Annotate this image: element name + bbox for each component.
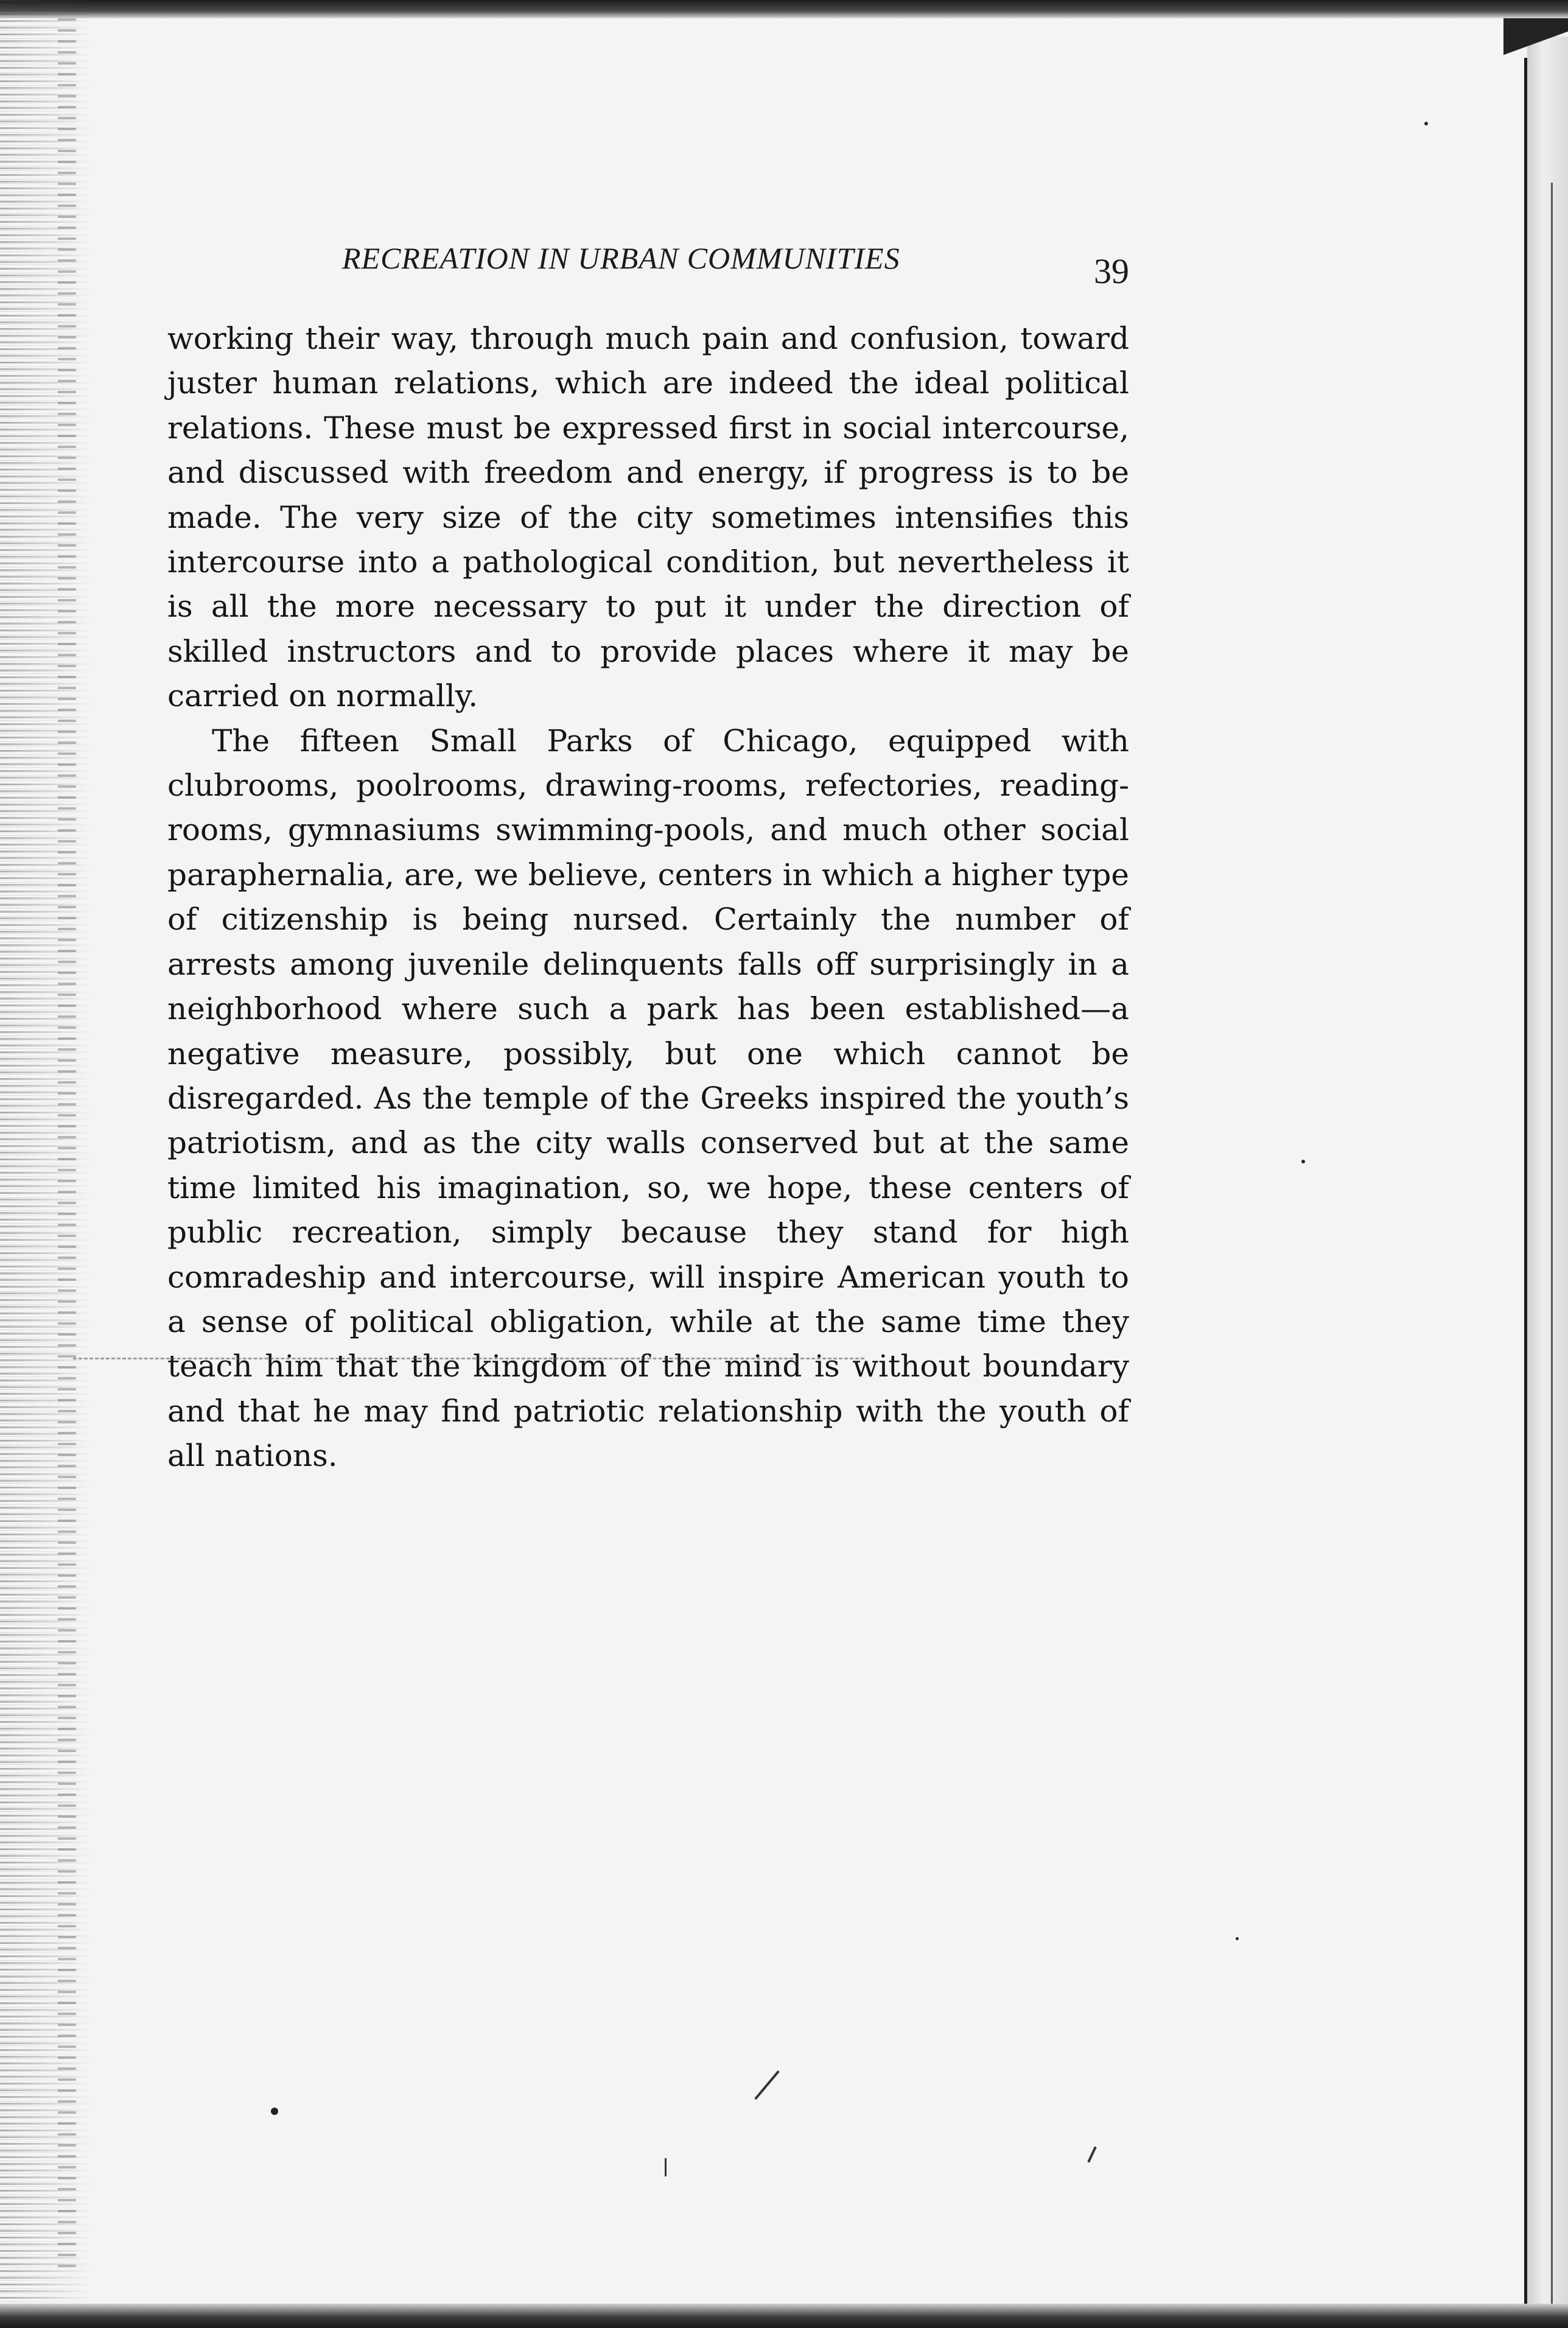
- scan-speck: [1301, 1160, 1305, 1163]
- paragraph: The fifteen Small Parks of Chicago, equipped with clubrooms, poolrooms, drawing-rooms, refectories, reading-rooms, gymnasiums swimming-pools, and much other social paraphernalia, are, we believe, centers in which a higher type of citizenship is being nursed. Certainly the number of arrests among juvenile delinquents falls off surprisingly in a neighborhood where such a park has been established—a negative measure, possibly, but one which cannot be disregarded. As the temple of the Greeks inspired the youth’s patriotism, and as the city walls conserved but at the same time limited his imagination, so, we hope, these centers of public recreation, simply because they stand for high comradeship and intercourse, will inspire American youth to a sense of political obligation, while at the same time they teach him that the kingdom of the mind is without boundary and that he may find patriotic relationship with the youth of all nations.: [167, 723, 1129, 1474]
- running-head: RECREATION IN URBAN COMMUNITIES: [342, 241, 900, 275]
- right-edge-rule-outer: [1551, 183, 1553, 2313]
- paragraph: working their way, through much pain and confusion, toward juster human relations, which are indeed the ideal political relations. These must be expressed first in social intercourse, and discussed with freedom and energy, if progress is to be made. The very size of the city sometimes intensifies this intercourse into a pathological condition, but nevertheless it is all the more necessary to put it under the direction of skilled instructors and to provide places where it may be carried on normally.: [167, 321, 1129, 714]
- stray-pen-mark: [1087, 2146, 1096, 2162]
- binding-shadow: [58, 18, 76, 2271]
- binding-edge: [0, 0, 91, 2328]
- body-text: [167, 317, 1129, 1479]
- stray-pen-mark: [665, 2158, 667, 2176]
- scan-speck: [1424, 122, 1428, 125]
- faint-dashed-mark: [73, 1358, 864, 1359]
- stray-pen-mark: [754, 2070, 780, 2100]
- scan-speck: [1236, 1937, 1239, 1940]
- page-number: 39: [1094, 251, 1129, 291]
- corner-shadow: [1503, 18, 1568, 61]
- scan-bottom-border: [0, 2304, 1568, 2328]
- right-edge-rule: [1524, 58, 1527, 2310]
- right-page-edge: [1527, 37, 1568, 2328]
- scan-speck: [271, 2108, 278, 2115]
- scan-top-border: [0, 0, 1568, 18]
